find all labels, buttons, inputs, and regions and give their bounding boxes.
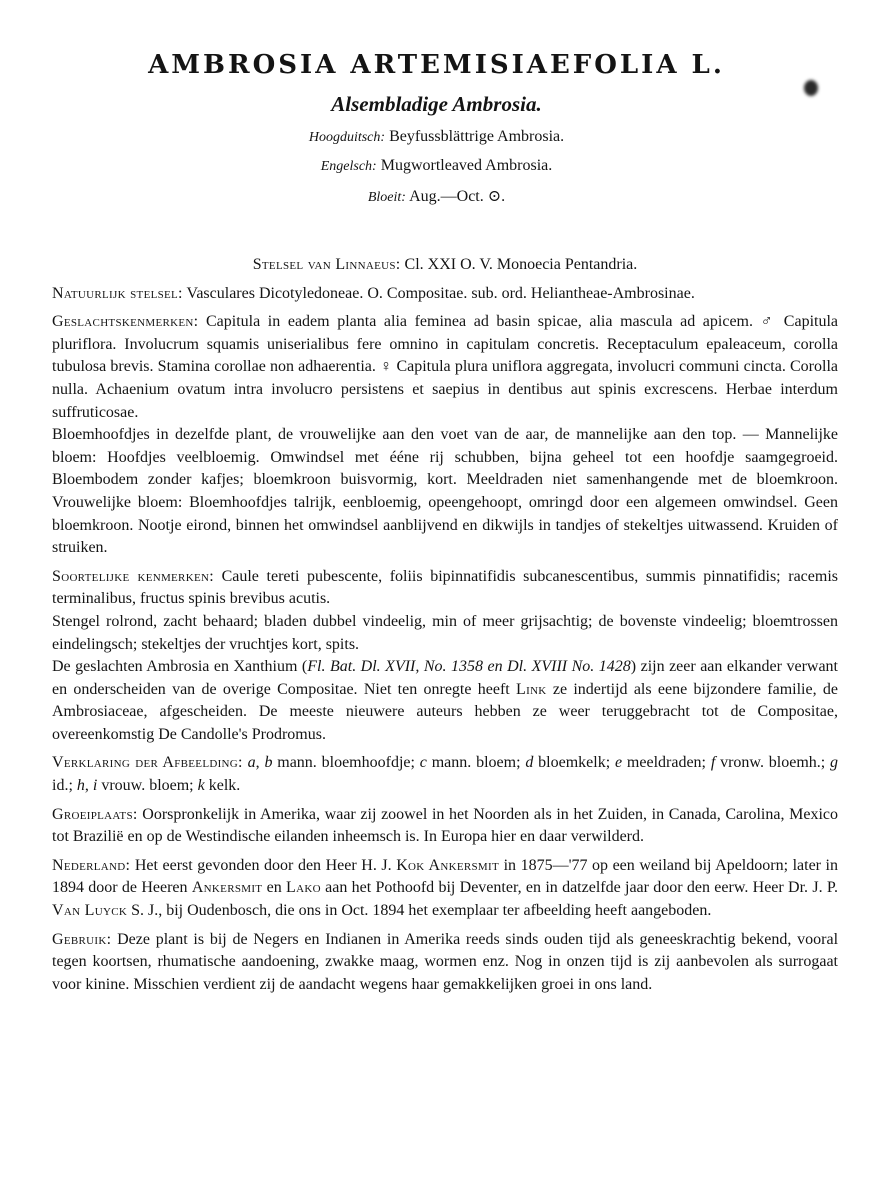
figure-desc: kelk. xyxy=(204,777,241,795)
section-text: S. J., bij Oudenbosch, die ons in Oct. 1894 het exemplaar ter afbeelding heeft aangeboden. xyxy=(127,902,712,920)
figure-key: f xyxy=(710,754,716,772)
vernacular-german xyxy=(0,128,873,146)
usage xyxy=(52,929,838,997)
figure-desc: vronw. bloemh.; xyxy=(715,754,831,772)
section-text: in 1875—'77 op een weiland bij Apeldoorn; later in 1894 door de Heeren xyxy=(52,856,839,897)
section-text: Stengel rolrond, zacht behaard; bladen dubbel vindeelig, min of meer grijsachtig; de bovenste vindeelig; bloemtrossen eindelingsch; stekeltjes der vruchtjes kort, spits. xyxy=(52,612,838,653)
vernacular-value: Beyfussblättrige Ambrosia. xyxy=(389,128,565,145)
netherlands-records xyxy=(52,855,838,923)
note-text: ze indertijd als eene bijzondere familie, de Ambrosiaceae, afgescheiden. De meeste nieuwere auteurs hebben ze weer teruggebracht tot de Compositae, overeenkomstig De Candolle's Prodromus. xyxy=(52,680,838,743)
natural-system xyxy=(52,283,838,306)
section-text: Caule tereti pubescente, foliis bipinnatifidis subcanescentibus, summis pinnatifidis; racemis terminalibus, fructus spinis brevibus acutis. xyxy=(52,567,838,608)
author-name: Link xyxy=(516,680,547,698)
figure-key: e xyxy=(615,754,623,772)
figure-key: i xyxy=(92,777,98,795)
figure-desc: meeldraden; xyxy=(622,754,711,772)
person-name: Kok Ankersmit xyxy=(396,856,499,874)
linnaeus-system xyxy=(52,254,838,277)
note-text: ) zijn zeer aan elkander verwant en onderscheiden van de overige Compositae. Niet ten onregte heeft xyxy=(52,658,838,698)
figure-key: g xyxy=(830,754,839,772)
genera-note xyxy=(52,656,838,746)
dutch-name: Alsembladige Ambrosia. xyxy=(331,92,542,116)
section-text: Het eerst gevonden door den Heer H. J. xyxy=(134,856,397,874)
vernacular-value: Aug.—Oct. ⊙. xyxy=(409,188,506,205)
figure-key: k xyxy=(197,777,205,795)
figure-key: h xyxy=(76,777,85,795)
figure-desc: vrouw. bloem; xyxy=(97,777,198,795)
figure-key: c xyxy=(419,754,427,772)
section-text: Capitula in eadem planta alia feminea ad basin spicae, alia mascula ad apicem. ♂ Capitula pluriflora. Involucrum squamis uniserialibus fere omnino in capitulam concretis. Receptaculum epaleaceum, corolla tubulosa brevis. Stamina corollae non adhaerentia. ♀ Capitula plura uniflora aggregata, involucri communi cincta. Corolla nulla. Achaenium ovatum intra involucro persistens et saepius in dentibus aut spinis excrescens. Herbae interdum suffruticosae. xyxy=(52,313,838,421)
section-text: aan het Pothoofd bij Deventer, en in datzelfde jaar door den eerw. Heer Dr. J. P. xyxy=(320,879,838,897)
figure-desc: , xyxy=(255,754,265,772)
figure-desc: mann. bloemhoofdje; xyxy=(272,754,420,772)
flowering-period xyxy=(0,186,873,206)
habitat xyxy=(52,804,838,849)
note-text: De geslachten Ambrosia en Xanthium ( xyxy=(52,658,308,676)
section-label: Soortelijke kenmerken: xyxy=(52,567,214,585)
section-text: Oorspronkelijk in Amerika, waar zij zoowel in het Noorden als in het Zuiden, in Canada, Carolina, Mexico tot Brazilië en op de Westindische eilanden inheemsch is. In Europa hier en daar verwilderd. xyxy=(52,805,839,846)
figure-desc: mann. bloem; xyxy=(426,754,526,772)
vernacular-english xyxy=(0,157,873,175)
person-name: Ankersmit xyxy=(191,879,263,897)
section-label: Natuurlijk stelsel: xyxy=(52,284,183,302)
genus-characters-dutch xyxy=(52,424,838,560)
section-label: Verklaring der Afbeelding: xyxy=(52,754,243,772)
flora-reference: Fl. Bat. Dl. XVII, No. 1358 en Dl. XVIII No. 1428 xyxy=(307,658,631,676)
section-text: Cl. XXI O. V. Monoecia Pentandria. xyxy=(404,256,638,273)
section-text: en xyxy=(262,879,287,897)
section-text: Vasculares Dicotyledoneae. O. Compositae. sub. ord. Heliantheae-Ambrosinae. xyxy=(186,284,695,302)
section-label: Geslachtskenmerken: xyxy=(52,313,199,331)
section-label: Stelsel van Linnaeus: xyxy=(252,256,401,273)
figure-desc: , xyxy=(84,777,93,795)
species-characters-latin xyxy=(52,566,838,611)
figure-desc: id.; xyxy=(52,777,77,795)
genus-characters-latin xyxy=(52,311,838,424)
section-label: Groeiplaats: xyxy=(52,805,138,823)
figure-key: d xyxy=(525,754,534,772)
section-label: Nederland: xyxy=(52,856,131,874)
page-title: AMBROSIA ARTEMISIAEFOLIA L. xyxy=(148,50,725,80)
species-characters-dutch xyxy=(52,611,838,656)
description-body xyxy=(52,254,838,1002)
person-name: Lako xyxy=(286,879,321,897)
vernacular-label: Engelsch: xyxy=(320,159,377,174)
figure-desc: bloemkelk; xyxy=(533,754,615,772)
section-text: Bloemhoofdjes in dezelfde plant, de vrouwelijke aan den voet van de aar, de mannelijke aan den top. — Mannelijke bloem: Hoofdjes veelbloemig. Omwindsel met ééne rij schubben, bijna geheel tot een hoofdje saamgegroeid. Bloembodem zonder kafjes; bloemkroon buisvormig, kort. Meeldraden niet samenhangende met de bloemkroon. Vrouwelijke bloem: Bloemhoofdjes talrijk, eenbloemig, opeengehoopt, omringd door een algemeen omwindsel. Geen bloemkroon. Nootje eirond, binnen het omwindsel aanblijvend en dikwijls in tandjes of stekeltjes uitwassend. Kruiden of struiken. xyxy=(52,426,838,557)
section-text: Deze plant is bij de Negers en Indianen in Amerika reeds sinds ouden tijd als geneeskrachtig bekend, vooral tegen koortsen, rhumatische aandoening, zwakke maag, wormen enz. Nog in onzen tijd is zij aanbevolen als surrogaat voor kinine. Misschien verdient zij de aandacht wegens haar gemakkelijken groei in ons land. xyxy=(52,930,839,993)
figure-key: a xyxy=(247,754,256,772)
figure-explanation xyxy=(52,752,838,797)
vernacular-label: Hoogduitsch: xyxy=(308,130,386,145)
person-name: Van Luyck xyxy=(52,902,128,920)
ink-smudge xyxy=(804,80,818,96)
section-label: Gebruik: xyxy=(52,930,112,948)
figure-key: b xyxy=(264,754,273,772)
vernacular-label: Bloeit: xyxy=(367,190,406,205)
vernacular-value: Mugwortleaved Ambrosia. xyxy=(380,157,553,174)
